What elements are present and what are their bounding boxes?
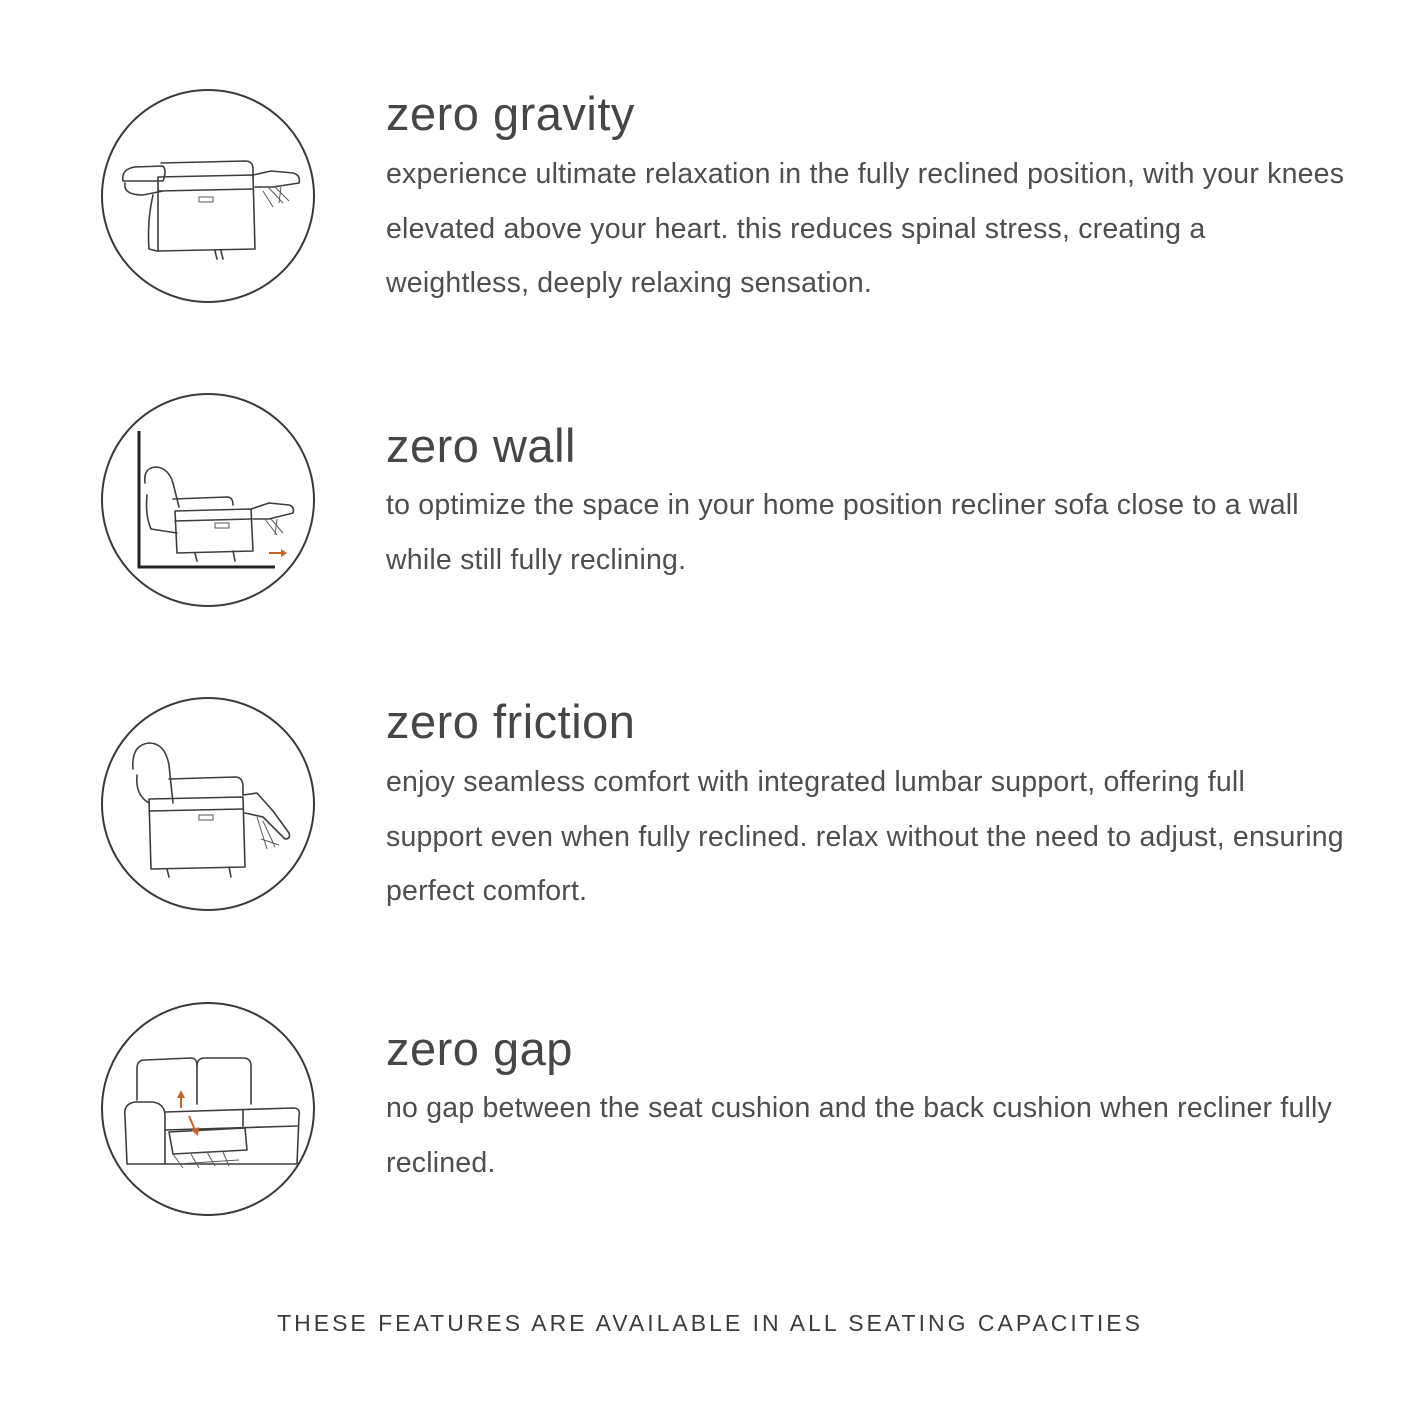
feature-description: enjoy seamless comfort with integrated lumbar support, offering full support even when fully reclined. relax without the need to adjust, ensuring perfect comfort.	[386, 766, 1344, 907]
feature-title: zero wall	[386, 419, 576, 472]
lumbar-recliner-icon	[101, 697, 315, 911]
feature-description: no gap between the seat cushion and the back cushion when recliner fully reclined.	[386, 1092, 1333, 1179]
feature-title: zero friction	[386, 695, 636, 748]
reclined-chair-icon	[101, 89, 315, 303]
wall-recliner-icon	[101, 393, 315, 607]
feature-title: zero gravity	[386, 87, 635, 140]
feature-title: zero gap	[386, 1022, 573, 1075]
loveseat-recliner-icon	[101, 1002, 315, 1216]
feature-description: to optimize the space in your home position recliner sofa close to a wall while still fully reclining.	[386, 489, 1299, 576]
feature-description: experience ultimate relaxation in the fully reclined position, with your knees elevated above your heart. this reduces spinal stress, creating a weightless, deeply relaxing sensation.	[386, 158, 1345, 299]
footer-note: THESE FEATURES ARE AVAILABLE IN ALL SEATING CAPACITIES	[277, 1310, 1143, 1336]
